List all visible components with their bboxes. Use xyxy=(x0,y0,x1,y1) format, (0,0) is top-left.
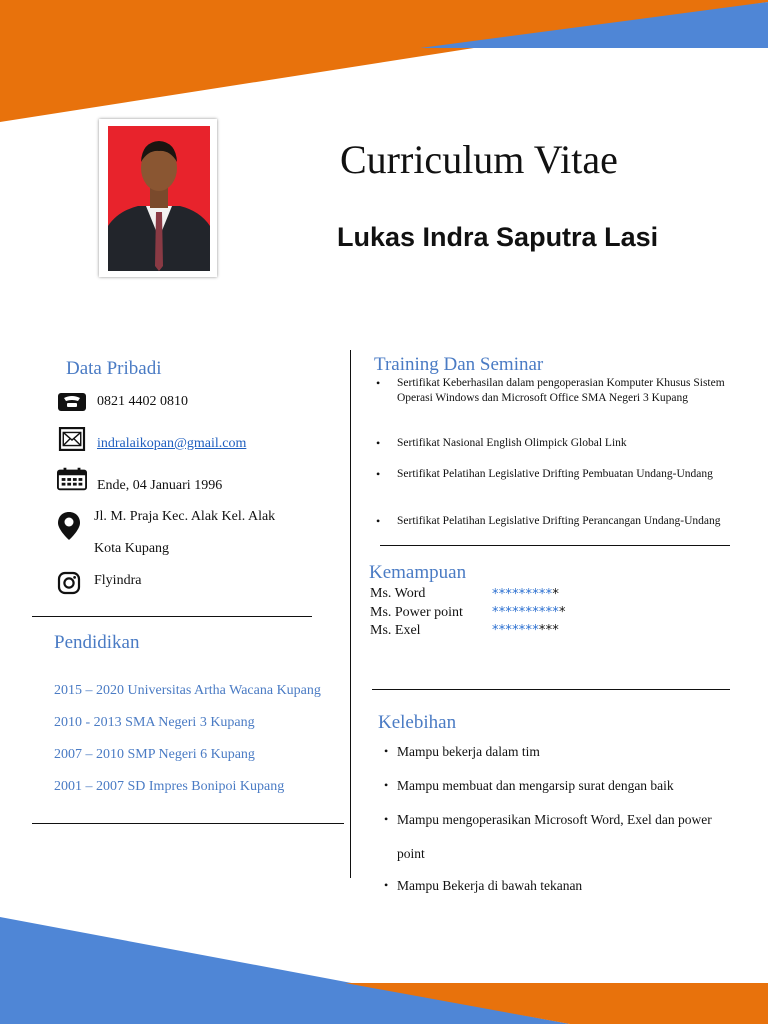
strengths-heading: Kelebihan xyxy=(378,712,457,733)
document-title: Curriculum Vitae xyxy=(340,137,618,182)
person-name: Lukas Indra Saputra Lasi xyxy=(337,222,659,252)
education-item: 2010 - 2013 SMA Negeri 3 Kupang xyxy=(54,715,255,730)
skill-rating-filled: ******* xyxy=(492,623,539,638)
skill-label: Ms. Power point xyxy=(370,605,463,620)
divider-training xyxy=(380,545,730,546)
strength-item: • Mampu membuat dan mengarsip surat dengan baik xyxy=(397,769,674,802)
skill-rating-filled: ********* xyxy=(492,587,553,602)
training-item: • Sertifikat Nasional English Olimpick Global Link xyxy=(397,436,732,451)
birth-date: Ende, 04 Januari 1996 xyxy=(97,478,223,493)
divider-skills xyxy=(372,689,730,690)
strength-item-continuation: point xyxy=(397,846,425,861)
education-item: 2015 – 2020 Universitas Artha Wacana Kupang xyxy=(54,683,321,698)
strength-item: • Mampu Bekerja di bawah tekanan xyxy=(397,869,582,902)
skill-rating-filled: ********** xyxy=(492,605,559,620)
column-divider xyxy=(350,350,351,878)
skill-rating-empty: *** xyxy=(538,623,560,638)
strength-item: • Mampu mengoperasikan Microsoft Word, Exel dan power xyxy=(397,803,712,836)
instagram-icon xyxy=(57,571,81,595)
training-item: • Sertifikat Keberhasilan dalam pengoperasian Komputer Khusus Sistem Operasi Windows dan Microsoft Office SMA Negeri 3 Kupang xyxy=(397,376,732,406)
divider-personal xyxy=(32,616,312,617)
skill-rating xyxy=(492,587,559,602)
skill-label: Ms. Exel xyxy=(370,623,421,638)
skill-rating xyxy=(492,623,559,638)
skill-label: Ms. Word xyxy=(370,586,426,601)
phone-icon xyxy=(57,390,87,414)
training-item: • Sertifikat Pelatihan Legislative Drifting Pembuatan Undang-Undang xyxy=(397,467,717,482)
education-item: 2007 – 2010 SMP Negeri 6 Kupang xyxy=(54,747,255,762)
address-line2: Kota Kupang xyxy=(94,541,170,556)
skill-rating xyxy=(492,605,566,620)
education-heading: Pendidikan xyxy=(54,632,140,653)
strength-item: • Mampu bekerja dalam tim xyxy=(397,735,540,768)
training-item: • Sertifikat Pelatihan Legislative Drifting Perancangan Undang-Undang xyxy=(397,514,722,529)
profile-photo-frame xyxy=(99,119,217,277)
calendar-icon xyxy=(57,467,87,491)
address-line1: Jl. M. Praja Kec. Alak Kel. Alak xyxy=(94,509,276,524)
divider-education xyxy=(32,823,344,824)
skill-rating-empty: * xyxy=(559,605,566,620)
training-heading: Training Dan Seminar xyxy=(374,354,544,375)
skill-rating-empty: * xyxy=(552,587,560,602)
phone-number: 0821 4402 0810 xyxy=(97,394,188,409)
personal-data-heading: Data Pribadi xyxy=(66,358,162,379)
profile-photo xyxy=(108,126,210,271)
email-link[interactable]: indralaikopan@gmail.com xyxy=(97,436,247,451)
skills-heading: Kemampuan xyxy=(369,562,467,583)
instagram-handle: Flyindra xyxy=(94,573,142,588)
education-item: 2001 – 2007 SD Impres Bonipoi Kupang xyxy=(54,779,285,794)
location-pin-icon xyxy=(57,511,81,541)
email-icon xyxy=(57,427,87,451)
